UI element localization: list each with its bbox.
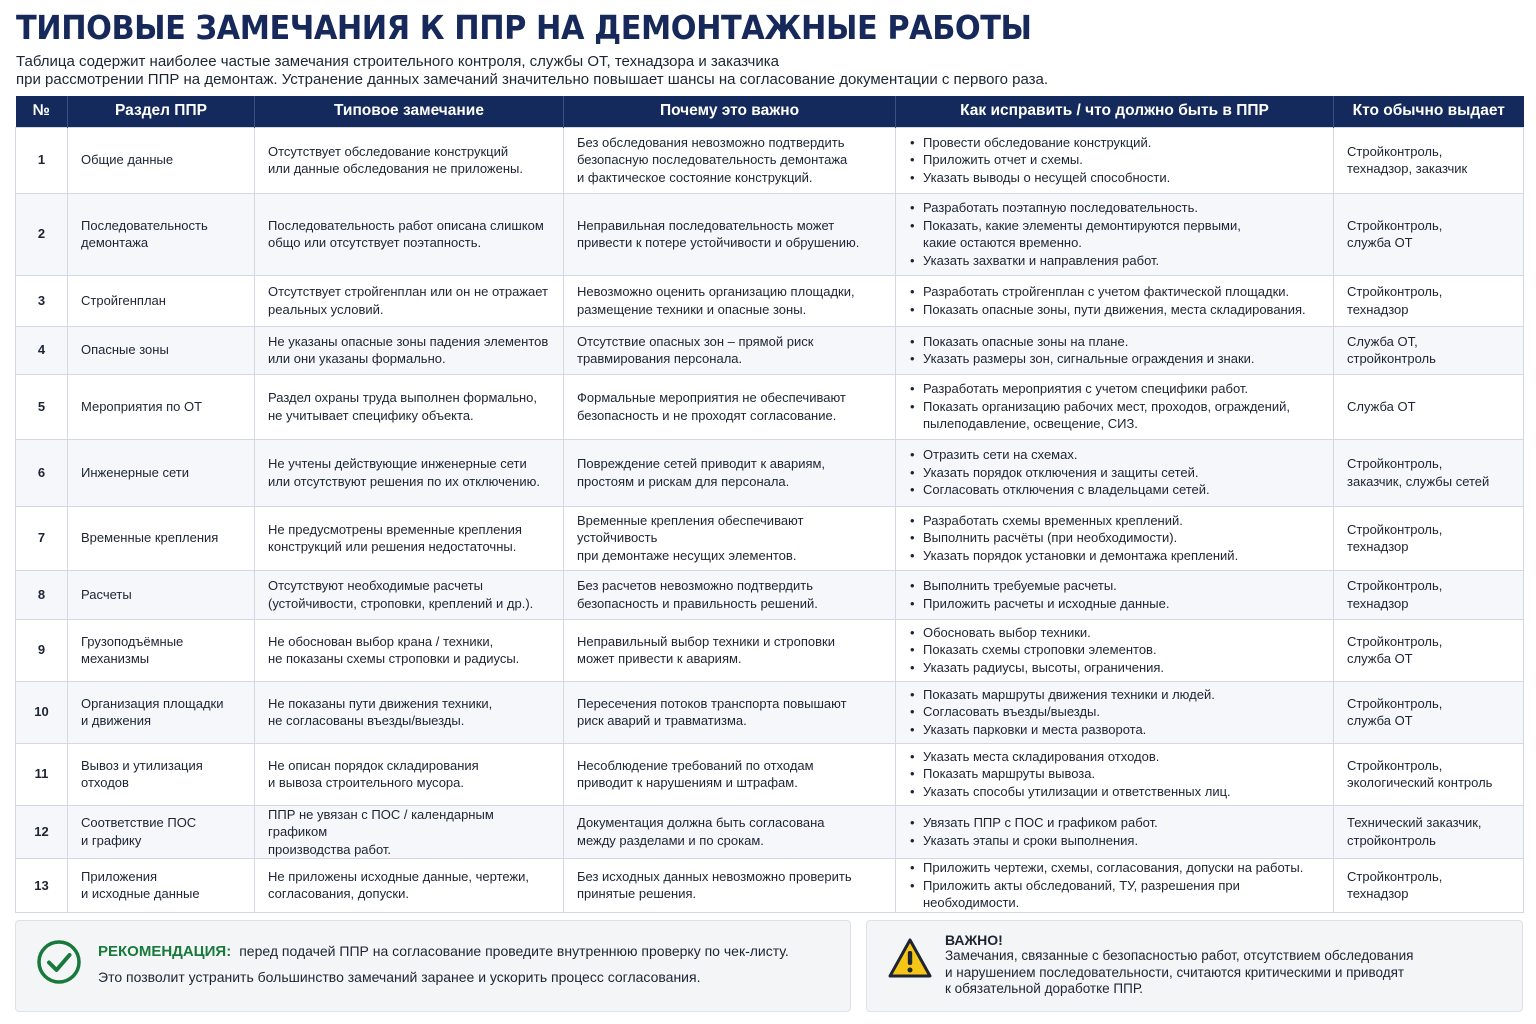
issuer-text: технадзор: [1347, 301, 1409, 317]
section-text: отходов: [81, 775, 129, 790]
why-text: Неправильный выбор техники и строповки: [577, 633, 835, 649]
fix-item: • Выполнить расчёты (при необходимости).: [909, 529, 1320, 547]
fix-cell: [896, 127, 1334, 193]
fix-item: • Отразить сети на схемах.: [909, 446, 1320, 464]
why-cell: [564, 506, 896, 570]
why-text: безопасность и не проходят согласование.: [577, 407, 837, 423]
remark-text: реальных условий.: [268, 301, 384, 317]
section-text: и графику: [81, 832, 142, 848]
fix-cell: [896, 743, 1334, 805]
fix-item: • Указать парковки и места разворота.: [909, 721, 1320, 739]
section-text: Грузоподъёмные: [81, 633, 184, 649]
fix-list: [909, 512, 1320, 565]
fix-item: • Указать способы утилизации и ответственных лиц.: [909, 783, 1320, 801]
fix-item: • Показать, какие элементы демонтируются первыми, какие остаются временно.: [909, 217, 1320, 252]
issuer-text: Стройконтроль,: [1347, 695, 1443, 711]
fix-item: • Разработать поэтапную последовательность.: [909, 199, 1320, 217]
remark-text: Не описан порядок складирования: [268, 757, 479, 773]
row-number: 12: [16, 805, 68, 859]
remark-text: Не приложены исходные данные, чертежи,: [268, 868, 530, 884]
fix-item: • Разработать стройгенплан с учетом фактической площадки.: [909, 283, 1320, 301]
issuer-text: технадзор: [1347, 886, 1409, 902]
section-text: Расчеты: [81, 586, 132, 602]
section-text: Последовательность: [81, 217, 208, 233]
row-number: 8: [16, 570, 68, 619]
fix-item: • Указать этапы и сроки выполнения.: [909, 832, 1320, 850]
column-header-number: №: [16, 96, 68, 127]
remark-text: Не показаны пути движения техники,: [268, 695, 493, 711]
fix-list: [909, 686, 1320, 739]
fix-item: • Указать места складирования отходов.: [909, 748, 1320, 766]
section-text: Соответствие ПОС: [81, 815, 197, 831]
issuer-text: Стройконтроль,: [1347, 456, 1443, 471]
page-subtitle: [16, 53, 1516, 89]
why-cell: [564, 374, 896, 439]
why-text: между разделами и по срокам.: [577, 832, 764, 848]
row-number: 10: [16, 681, 68, 743]
issuer-cell: [1334, 743, 1524, 805]
table-row: [16, 743, 1524, 805]
fix-item: • Приложить отчет и схемы.: [909, 151, 1320, 169]
remark-text: или отсутствуют решения по их отключению.: [268, 473, 540, 489]
issuer-cell: [1334, 619, 1524, 681]
table-row: [16, 619, 1524, 681]
row-number: 6: [16, 439, 68, 506]
fix-cell: [896, 275, 1334, 326]
why-cell: [564, 275, 896, 326]
row-number: 7: [16, 506, 68, 570]
issuer-text: экологический контроль: [1347, 775, 1493, 790]
issuer-text: служба ОТ: [1347, 651, 1413, 666]
warning-panel: [866, 920, 1523, 1012]
row-number: 5: [16, 374, 68, 439]
why-text: Без расчетов невозможно подтвердить: [577, 578, 813, 593]
remark-cell: [255, 506, 564, 570]
section-cell: [68, 193, 255, 275]
remark-text: не учитывает специфику объекта.: [268, 407, 474, 423]
remark-text: (устойчивости, строповки, креплений и др.).: [268, 595, 534, 611]
remarks-table: [15, 96, 1524, 913]
remark-cell: [255, 859, 564, 913]
fix-list: [909, 577, 1320, 612]
section-text: демонтажа: [81, 235, 149, 250]
warning-triangle-icon: [887, 937, 933, 979]
column-header-section: Раздел ППР: [68, 96, 255, 127]
section-text: Организация площадки: [81, 695, 224, 711]
issuer-text: Стройконтроль,: [1347, 757, 1443, 773]
why-text: Без исходных данных невозможно проверить: [577, 868, 852, 884]
issuer-cell: [1334, 570, 1524, 619]
fix-item: • Приложить расчеты и исходные данные.: [909, 595, 1320, 613]
fix-list: [909, 380, 1320, 433]
table-row: [16, 859, 1524, 913]
why-text: травмирования персонала.: [577, 351, 743, 366]
section-text: Вывоз и утилизация: [81, 757, 203, 773]
issuer-cell: [1334, 326, 1524, 374]
table-row: [16, 506, 1524, 570]
section-text: Приложения: [81, 868, 158, 884]
remark-text: ППР не увязан с ПОС / календарным графиком: [268, 806, 494, 839]
why-cell: [564, 743, 896, 805]
fix-item: • Разработать мероприятия с учетом специфики работ.: [909, 380, 1320, 398]
why-text: приводит к нарушениям и штрафам.: [577, 775, 798, 790]
fix-list: [909, 814, 1320, 849]
fix-item: • Увязать ППР с ПОС и графиком работ.: [909, 814, 1320, 832]
section-cell: [68, 743, 255, 805]
row-number: 11: [16, 743, 68, 805]
why-text: Документация должна быть согласована: [577, 815, 825, 831]
section-text: и исходные данные: [81, 886, 200, 902]
remark-cell: [255, 805, 564, 859]
fix-item: • Указать радиусы, высоты, ограничения.: [909, 659, 1320, 677]
issuer-text: Стройконтроль,: [1347, 521, 1443, 537]
section-text: Опасные зоны: [81, 342, 169, 358]
why-text: принятые решения.: [577, 886, 697, 902]
table-row: [16, 193, 1524, 275]
fix-item: • Указать захватки и направления работ.: [909, 252, 1320, 270]
section-cell: [68, 374, 255, 439]
fix-list: [909, 446, 1320, 499]
warning-text-line-1: Замечания, связанные с безопасностью работ, отсутствием обследования: [945, 948, 1414, 963]
fix-list: [909, 748, 1320, 801]
remark-cell: [255, 439, 564, 506]
remark-cell: [255, 127, 564, 193]
remark-text: Отсутствует обследование конструкций: [268, 143, 509, 159]
fix-cell: [896, 326, 1334, 374]
table-row: [16, 570, 1524, 619]
section-text: Временные крепления: [81, 530, 219, 546]
section-text: Мероприятия по ОТ: [81, 398, 203, 414]
remark-cell: [255, 619, 564, 681]
fix-item: • Согласовать въезды/выезды.: [909, 703, 1320, 721]
remark-text: Последовательность работ описана слишком: [268, 217, 544, 233]
remark-cell: [255, 275, 564, 326]
row-number: 1: [16, 127, 68, 193]
warning-title: ВАЖНО!: [945, 932, 1003, 948]
remark-cell: [255, 326, 564, 374]
why-text: Повреждение сетей приводит к авариям,: [577, 456, 826, 471]
why-text: простоям и рискам для персонала.: [577, 473, 790, 489]
why-cell: [564, 570, 896, 619]
table-header-row: [16, 96, 1524, 127]
remark-text: и вывоза строительного мусора.: [268, 775, 465, 790]
remark-text: Отсутствует стройгенплан или он не отражает: [268, 284, 549, 299]
fix-cell: [896, 506, 1334, 570]
fix-cell: [896, 859, 1334, 913]
remark-text: конструкций или решения недостаточны.: [268, 539, 517, 554]
fix-cell: [896, 619, 1334, 681]
issuer-text: Стройконтроль,: [1347, 868, 1443, 884]
why-text: безопасность и правильность решений.: [577, 595, 818, 611]
section-cell: [68, 326, 255, 374]
fix-item: • Показать маршруты вывоза.: [909, 765, 1320, 783]
section-text: Общие данные: [81, 152, 174, 168]
issuer-text: Стройконтроль,: [1347, 633, 1443, 649]
why-cell: [564, 859, 896, 913]
warning-text-line-2: и нарушением последовательности, считаются критическими и приводят: [945, 964, 1405, 980]
issuer-text: Служба ОТ: [1347, 398, 1416, 414]
table-row: [16, 805, 1524, 859]
why-cell: [564, 326, 896, 374]
fix-item: • Указать размеры зон, сигнальные ограждения и знаки.: [909, 350, 1320, 368]
why-cell: [564, 127, 896, 193]
column-header-issuer: Кто обычно выдает: [1334, 96, 1524, 127]
warning-text: [945, 948, 1465, 998]
issuer-text: технадзор: [1347, 595, 1409, 611]
why-text: Невозможно оценить организацию площадки,: [577, 284, 855, 299]
remark-text: общо или отсутствует поэтапность.: [268, 235, 482, 250]
issuer-cell: [1334, 681, 1524, 743]
issuer-cell: [1334, 805, 1524, 859]
section-cell: [68, 275, 255, 326]
fix-item: • Показать опасные зоны на плане.: [909, 333, 1320, 351]
recommendation-line-1: [98, 943, 789, 960]
fix-item: • Обосновать выбор техники.: [909, 624, 1320, 642]
section-text: Инженерные сети: [81, 464, 189, 480]
issuer-cell: [1334, 439, 1524, 506]
why-text: размещение техники и опасные зоны.: [577, 301, 807, 317]
fix-cell: [896, 805, 1334, 859]
remark-cell: [255, 743, 564, 805]
remark-cell: [255, 570, 564, 619]
row-number: 13: [16, 859, 68, 913]
fix-item: • Указать порядок установки и демонтажа креплений.: [909, 547, 1320, 565]
recommendation-text-2: Это позволит устранить большинство замечаний заранее и ускорить процесс согласования.: [98, 969, 701, 985]
section-cell: [68, 127, 255, 193]
fix-list: [909, 333, 1320, 368]
section-text: механизмы: [81, 651, 150, 666]
fix-item: • Указать порядок отключения и защиты сетей.: [909, 464, 1320, 482]
issuer-cell: [1334, 859, 1524, 913]
remark-text: производства работ.: [268, 841, 392, 857]
column-header-remark: Типовое замечание: [255, 96, 564, 127]
fix-item: • Показать организацию рабочих мест, проходов, ограждений, пылеподавление, освещение, СИЗ.: [909, 398, 1320, 433]
row-number: 2: [16, 193, 68, 275]
subtitle-line-1: Таблица содержит наиболее частые замечания строительного контроля, службы ОТ, технадзора и заказчика: [16, 53, 779, 70]
why-cell: [564, 805, 896, 859]
remark-text: или они указаны формально.: [268, 351, 446, 366]
fix-cell: [896, 439, 1334, 506]
issuer-cell: [1334, 374, 1524, 439]
why-text: и фактическое состояние конструкций.: [577, 169, 813, 185]
section-cell: [68, 506, 255, 570]
fix-item: • Показать опасные зоны, пути движения, места складирования.: [909, 301, 1320, 319]
subtitle-line-2: при рассмотрении ППР на демонтаж. Устранение данных замечаний значительно повышает шансы на согласование документации с первого раза.: [16, 71, 1049, 88]
table-row: [16, 127, 1524, 193]
table-row: [16, 326, 1524, 374]
issuer-text: Технический заказчик,: [1347, 815, 1482, 831]
why-text: риск аварий и травматизма.: [577, 713, 747, 728]
fix-cell: [896, 570, 1334, 619]
issuer-text: Стройконтроль,: [1347, 578, 1443, 593]
section-cell: [68, 439, 255, 506]
remark-text: Отсутствуют необходимые расчеты: [268, 578, 483, 593]
table-row: [16, 275, 1524, 326]
section-cell: [68, 805, 255, 859]
why-text: может привести к авариям.: [577, 651, 742, 666]
issuer-cell: [1334, 506, 1524, 570]
section-text: Стройгенплан: [81, 292, 166, 308]
fix-item: • Провести обследование конструкций.: [909, 134, 1320, 152]
why-text: привести к потере устойчивости и обрушению.: [577, 235, 860, 250]
table-row: [16, 681, 1524, 743]
issuer-cell: [1334, 127, 1524, 193]
row-number: 4: [16, 326, 68, 374]
column-header-why: Почему это важно: [564, 96, 896, 127]
row-number: 3: [16, 275, 68, 326]
why-cell: [564, 193, 896, 275]
section-cell: [68, 570, 255, 619]
remark-text: или данные обследования не приложены.: [268, 161, 523, 176]
remark-cell: [255, 374, 564, 439]
section-cell: [68, 619, 255, 681]
issuer-text: заказчик, службы сетей: [1347, 473, 1490, 489]
recommendation-text-1: перед подачей ППР на согласование проведите внутреннюю проверку по чек-листу.: [239, 943, 789, 959]
section-cell: [68, 859, 255, 913]
table-row: [16, 439, 1524, 506]
why-cell: [564, 619, 896, 681]
issuer-text: стройконтроль: [1347, 351, 1436, 366]
fix-list: [909, 134, 1320, 187]
why-cell: [564, 681, 896, 743]
why-text: при демонтаже несущих элементов.: [577, 547, 797, 563]
issuer-text: служба ОТ: [1347, 235, 1413, 250]
check-circle-icon: [36, 939, 82, 985]
issuer-text: служба ОТ: [1347, 713, 1413, 728]
remark-cell: [255, 193, 564, 275]
issuer-text: стройконтроль: [1347, 832, 1436, 848]
fix-list: [909, 624, 1320, 677]
why-text: Неправильная последовательность может: [577, 217, 835, 233]
remark-cell: [255, 681, 564, 743]
why-text: Временные крепления обеспечивают устойчивость: [577, 512, 804, 546]
fix-item: • Показать маршруты движения техники и людей.: [909, 686, 1320, 704]
why-text: Пересечения потоков транспорта повышают: [577, 695, 847, 711]
why-text: Формальные мероприятия не обеспечивают: [577, 390, 846, 405]
remark-text: Не обоснован выбор крана / техники,: [268, 633, 494, 649]
issuer-text: Стройконтроль,: [1347, 143, 1443, 159]
remark-text: не показаны схемы строповки и радиусы.: [268, 651, 520, 666]
recommendation-panel: [15, 920, 851, 1012]
why-text: Несоблюдение требований по отходам: [577, 757, 814, 773]
fix-cell: [896, 681, 1334, 743]
section-text: и движения: [81, 713, 152, 728]
issuer-text: Стройконтроль,: [1347, 217, 1443, 233]
issuer-text: технадзор: [1347, 539, 1409, 554]
fix-item: • Разработать схемы временных креплений.: [909, 512, 1320, 530]
section-cell: [68, 681, 255, 743]
page-title: ТИПОВЫЕ ЗАМЕЧАНИЯ К ППР НА ДЕМОНТАЖНЫЕ РАБОТЫ: [16, 8, 1032, 47]
remark-text: Не указаны опасные зоны падения элементов: [268, 333, 549, 349]
fix-cell: [896, 374, 1334, 439]
fix-list: [909, 199, 1320, 269]
issuer-cell: [1334, 275, 1524, 326]
issuer-cell: [1334, 193, 1524, 275]
remark-text: не согласованы въезды/выезды.: [268, 713, 465, 728]
row-number: 9: [16, 619, 68, 681]
remark-text: Раздел охраны труда выполнен формально,: [268, 390, 538, 405]
remark-text: Не учтены действующие инженерные сети: [268, 456, 527, 471]
table-body: [16, 127, 1524, 912]
issuer-text: Стройконтроль,: [1347, 284, 1443, 299]
fix-item: • Приложить акты обследований, ТУ, разрешения при необходимости.: [909, 877, 1320, 912]
why-text: безопасную последовательность демонтажа: [577, 152, 848, 168]
why-text: Отсутствие опасных зон – прямой риск: [577, 333, 814, 349]
fix-list: [909, 859, 1320, 912]
issuer-text: Служба ОТ,: [1347, 333, 1418, 349]
fix-item: • Выполнить требуемые расчеты.: [909, 577, 1320, 595]
issuer-text: технадзор, заказчик: [1347, 161, 1468, 176]
fix-item: • Согласовать отключения с владельцами сетей.: [909, 481, 1320, 499]
fix-item: • Показать схемы строповки элементов.: [909, 641, 1320, 659]
fix-item: • Указать выводы о несущей способности.: [909, 169, 1320, 187]
warning-text-line-3: к обязательной доработке ППР.: [945, 981, 1144, 996]
why-cell: [564, 439, 896, 506]
fix-list: [909, 283, 1320, 318]
fix-cell: [896, 193, 1334, 275]
recommendation-label: РЕКОМЕНДАЦИЯ:: [98, 943, 232, 960]
why-text: Без обследования невозможно подтвердить: [577, 134, 845, 150]
remark-text: Не предусмотрены временные крепления: [268, 521, 522, 537]
remark-text: согласования, допуски.: [268, 886, 409, 902]
column-header-fix: Как исправить / что должно быть в ППР: [896, 96, 1334, 127]
fix-item: • Приложить чертежи, схемы, согласования, допуски на работы.: [909, 859, 1320, 877]
table-row: [16, 374, 1524, 439]
